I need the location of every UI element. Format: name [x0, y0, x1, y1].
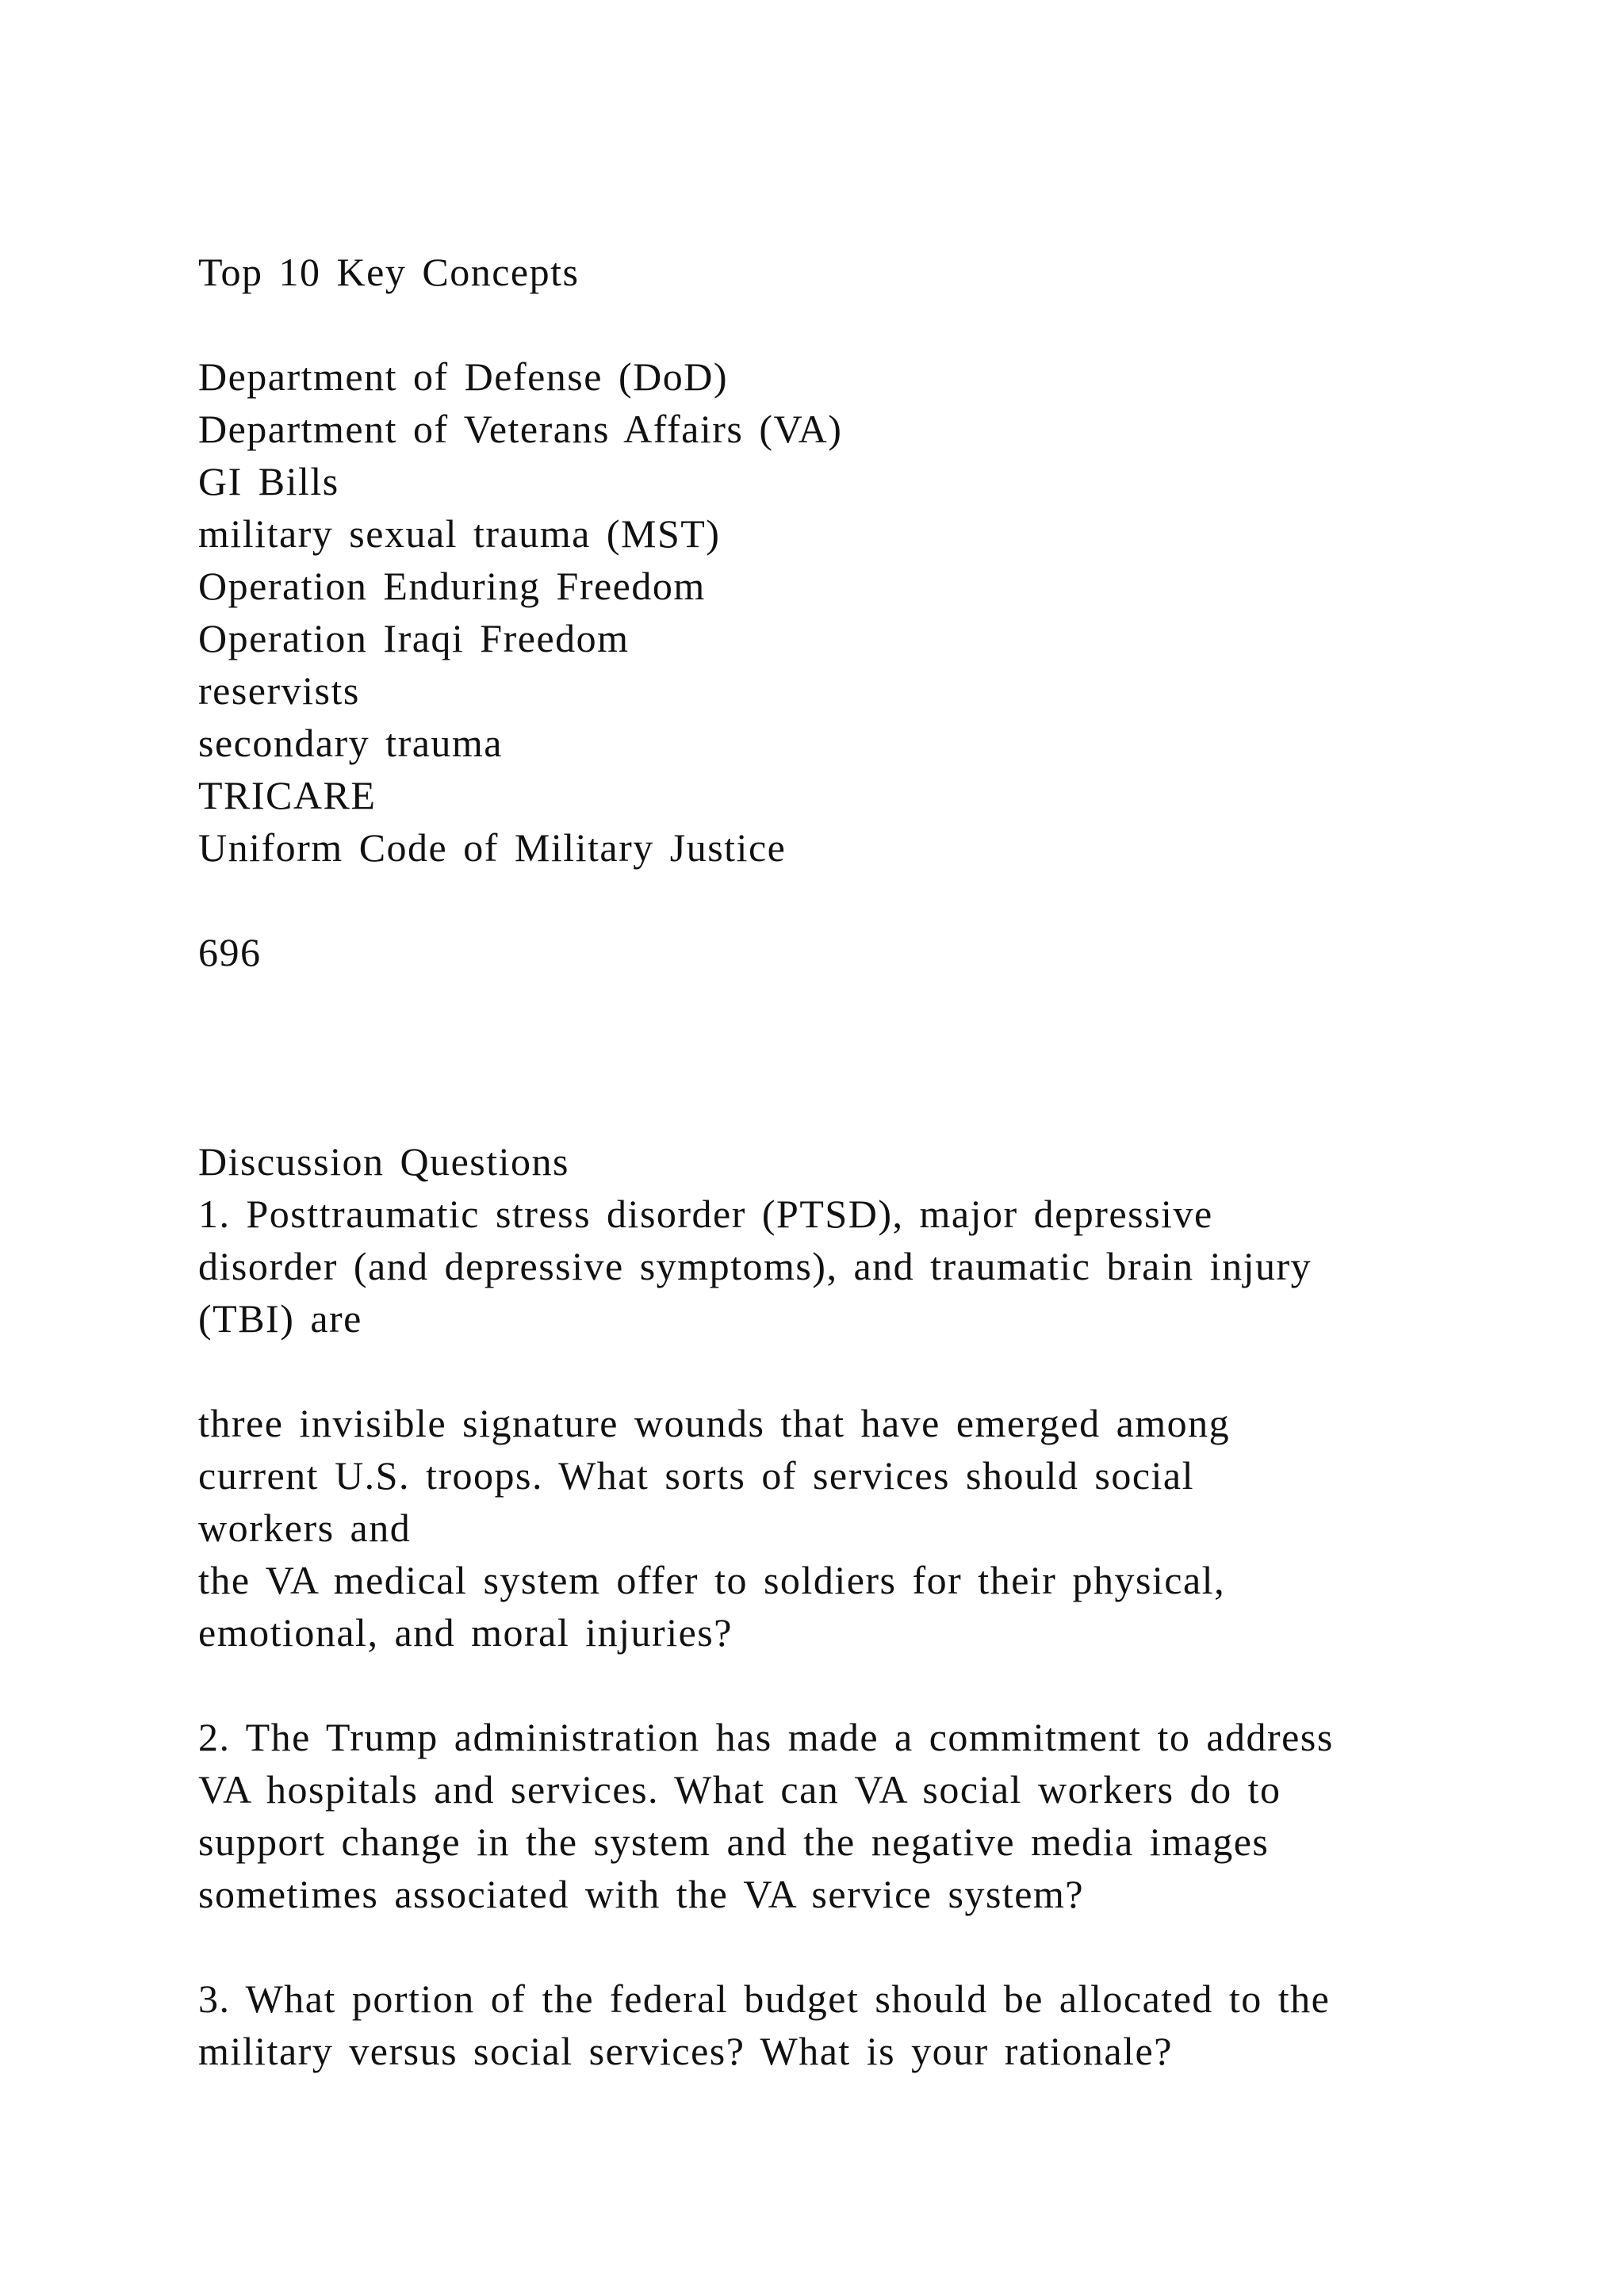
question-line: VA hospitals and services. What can VA social workers do to: [198, 1767, 1281, 1812]
question-line: 3. What portion of the federal budget should be allocated to the: [198, 1976, 1331, 2021]
question-line: 2. The Trump administration has made a commitment to address: [198, 1715, 1334, 1759]
question-3: [198, 1973, 1467, 2077]
key-concept-item: Uniform Code of Military Justice: [198, 825, 787, 870]
page-number: 696: [198, 930, 262, 974]
key-concept-item: Operation Iraqi Freedom: [198, 616, 630, 660]
key-concept-item: GI Bills: [198, 459, 339, 503]
question-line: (TBI) are: [198, 1296, 362, 1341]
question-line: three invisible signature wounds that have emerged among: [198, 1401, 1231, 1445]
key-concept-item: Operation Enduring Freedom: [198, 564, 706, 608]
key-concepts-section: [198, 246, 1467, 874]
question-1: [198, 1188, 1467, 1659]
question-line: the VA medical system offer to soldiers for their physical,: [198, 1558, 1226, 1602]
question-line: current U.S. troops. What sorts of services should social: [198, 1453, 1194, 1498]
key-concept-item: reservists: [198, 668, 360, 713]
key-concept-item: TRICARE: [198, 773, 377, 817]
spacer: [198, 1659, 1467, 1711]
key-concept-item: Department of Veterans Affairs (VA): [198, 407, 843, 451]
key-concepts-list: [198, 350, 1467, 874]
spacer: [198, 978, 1467, 1135]
spacer: [198, 298, 1467, 350]
key-concepts-heading: Top 10 Key Concepts: [198, 250, 580, 294]
spacer: [198, 1345, 1467, 1397]
key-concept-item: military sexual trauma (MST): [198, 511, 721, 556]
question-line: 1. Posttraumatic stress disorder (PTSD), major depressive: [198, 1192, 1213, 1236]
question-line: workers and: [198, 1506, 412, 1550]
spacer: [198, 1920, 1467, 1973]
key-concept-item: Department of Defense (DoD): [198, 354, 728, 399]
question-line: military versus social services? What is your rationale?: [198, 2029, 1173, 2073]
question-2: [198, 1711, 1467, 1920]
question-line: disorder (and depressive symptoms), and traumatic brain injury: [198, 1244, 1312, 1288]
spacer: [198, 874, 1467, 926]
document-page: [198, 246, 1467, 2077]
discussion-questions-section: [198, 1135, 1467, 2077]
question-line: sometimes associated with the VA service system?: [198, 1872, 1085, 1916]
question-line: support change in the system and the negative media images: [198, 1820, 1270, 1864]
discussion-questions-heading: Discussion Questions: [198, 1139, 569, 1184]
key-concept-item: secondary trauma: [198, 721, 504, 765]
question-line: emotional, and moral injuries?: [198, 1610, 733, 1655]
